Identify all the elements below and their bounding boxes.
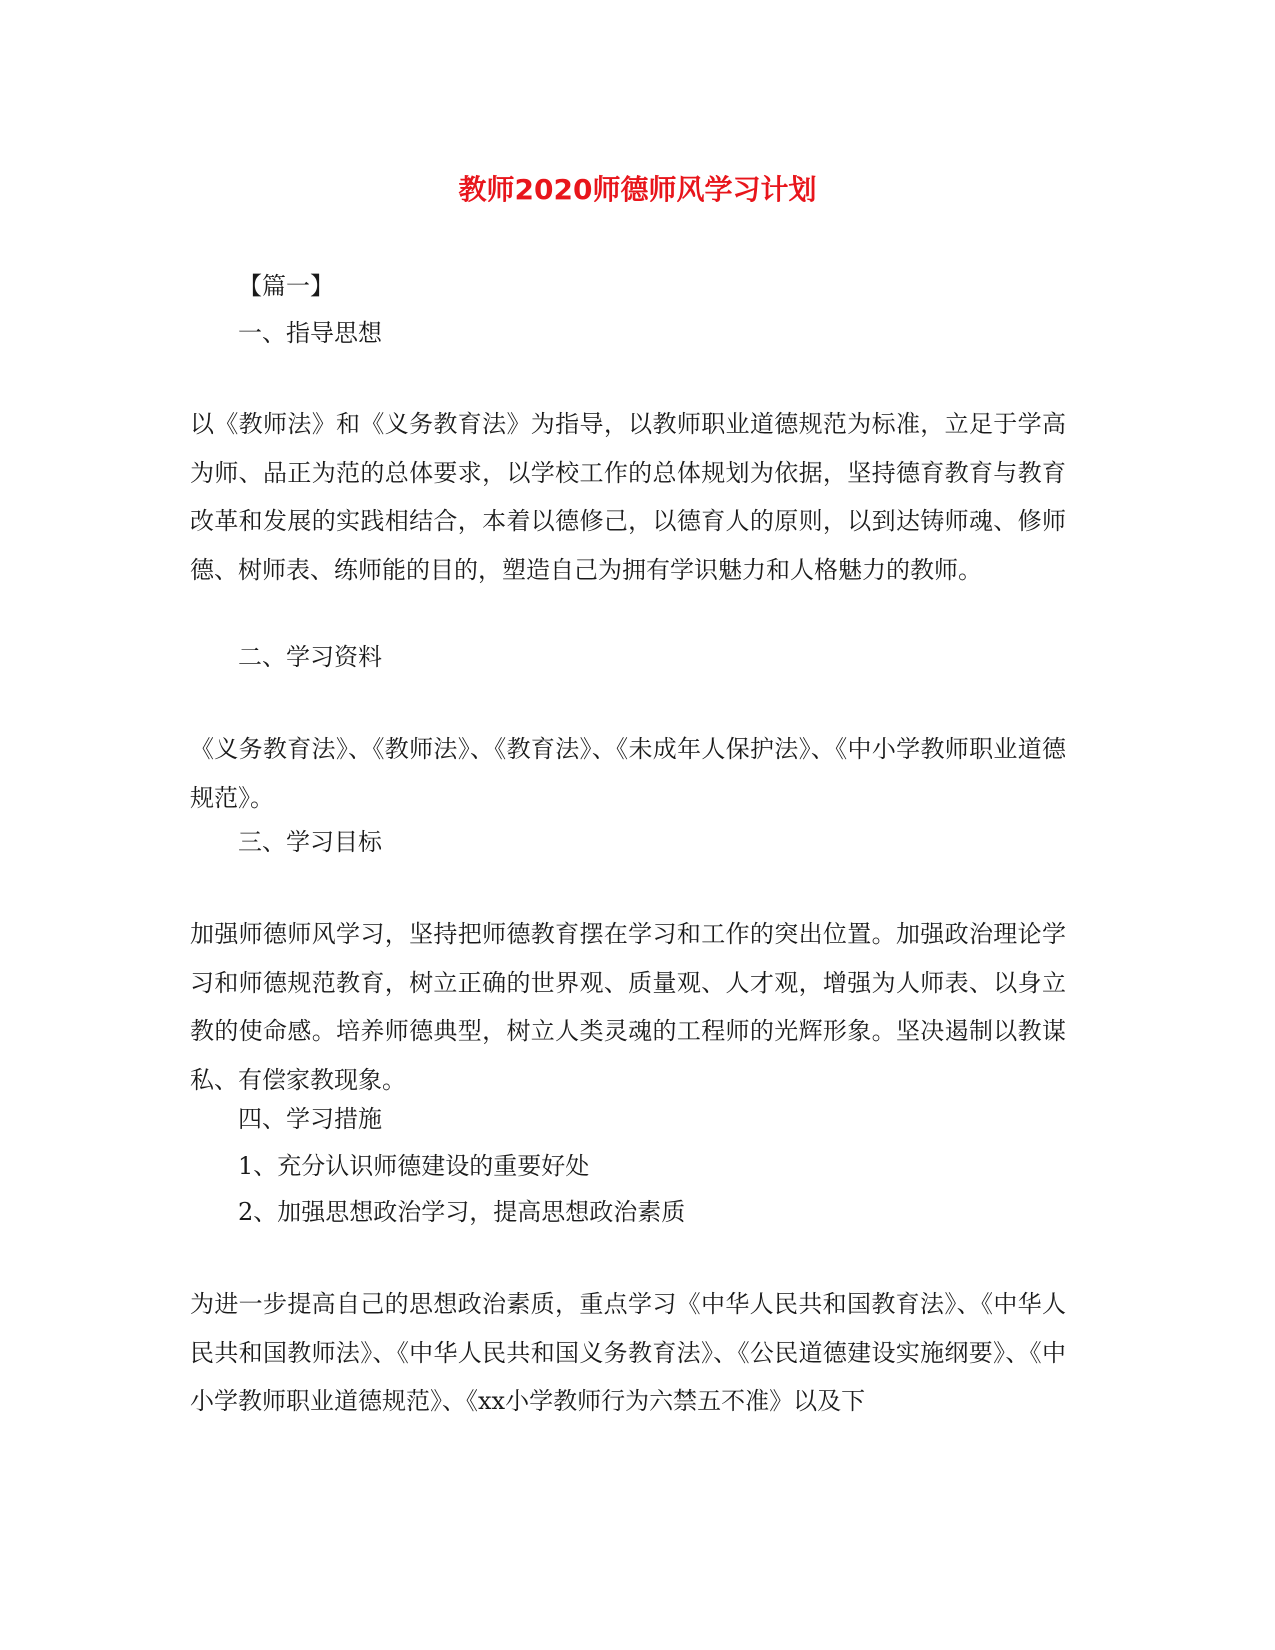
paragraph-political-study: 为进一步提高自己的思想政治素质，重点学习《中华人民共和国教育法》、《中华人民共和国教师法》、《中华人民共和国义务教育法》、《公民道德建设实施纲要》、《中小学教师职业道德规范》、《xx小学教师行为六禁五不准》以及下: [190, 1290, 1066, 1415]
section-heading-2: 二、学习资料: [238, 643, 382, 671]
section-heading-1: 一、指导思想: [238, 319, 382, 347]
section-body-4: [190, 1280, 1066, 1426]
section-body-1: [190, 400, 1066, 594]
document-title: 教师2020师德师风学习计划: [458, 173, 817, 206]
part-label: 【篇一】: [238, 272, 334, 300]
paragraph-guiding-thought: 以《教师法》和《义务教育法》为指导，以教师职业道德规范为标准，立足于学高为师、品正为范的总体要求，以学校工作的总体规划为依据，坚持德育教育与教育改革和发展的实践相结合，本着以德修己，以德育人的原则，以到达铸师魂、修师德、树师表、练师能的目的，塑造自己为拥有学识魅力和人格魅力的教师。: [190, 410, 1066, 584]
measure-item-2: 2、加强思想政治学习，提高思想政治素质: [238, 1198, 686, 1226]
measure-item-1: 1、充分认识师德建设的重要好处: [238, 1152, 590, 1180]
section-heading-4: 四、学习措施: [238, 1105, 382, 1133]
section-body-3: [190, 910, 1066, 1104]
paragraph-study-goals: 加强师德师风学习，坚持把师德教育摆在学习和工作的突出位置。加强政治理论学习和师德规范教育，树立正确的世界观、质量观、人才观，增强为人师表、以身立教的使命感。培养师德典型，树立人类灵魂的工程师的光辉形象。坚决遏制以教谋私、有偿家教现象。: [190, 920, 1066, 1094]
section-heading-3: 三、学习目标: [238, 828, 382, 856]
paragraph-study-materials: 《义务教育法》、《教师法》、《教育法》、《未成年人保护法》、《中小学教师职业道德规范》。: [190, 735, 1066, 812]
section-body-2: [190, 725, 1066, 822]
